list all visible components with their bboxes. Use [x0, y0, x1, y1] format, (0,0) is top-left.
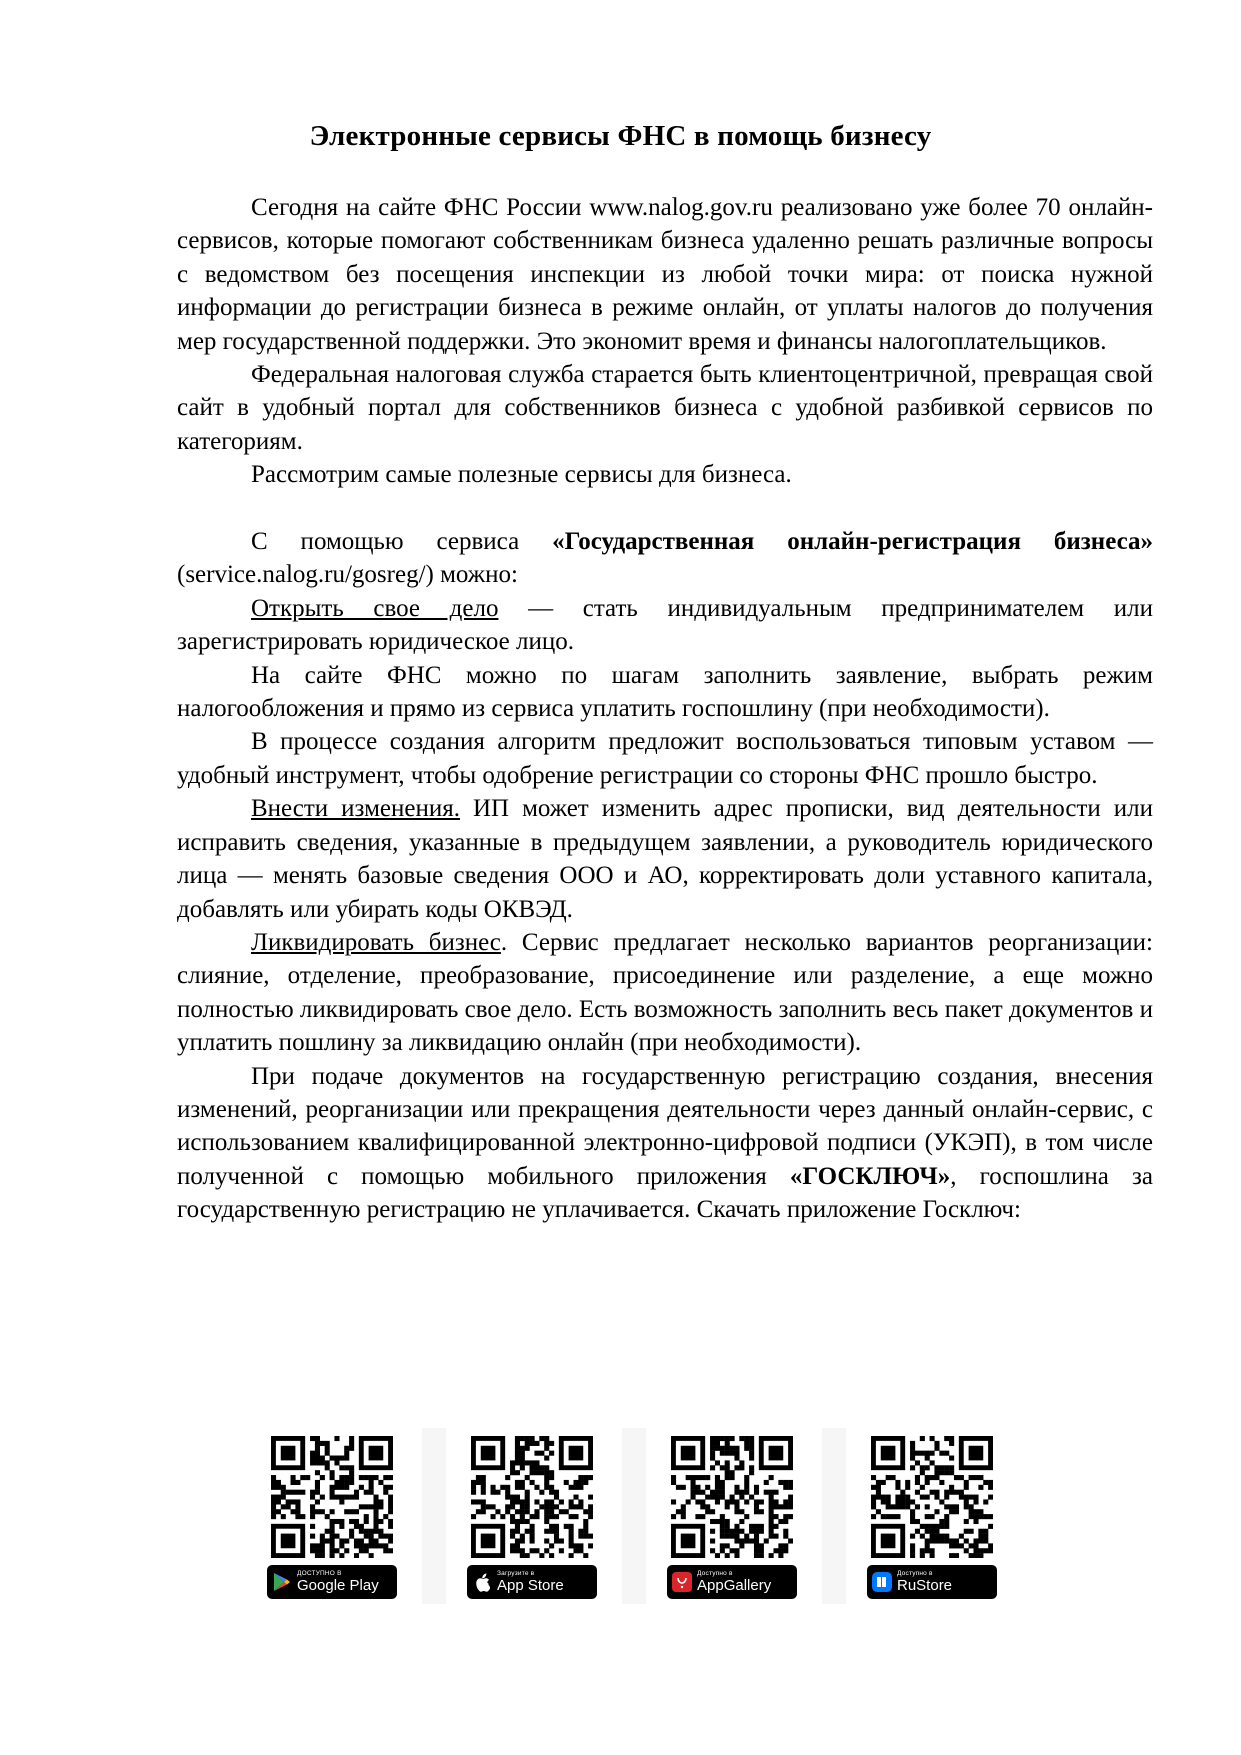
paragraph-intro: Сегодня на сайте ФНС России www.nalog.gov.ru реализовано уже более 70 онлайн-сервисов, которые помогают собственникам бизнеса удаленно решать различные вопросы с ведомством без посещения инспекции из любой точки мира: от поиска нужной информации до регистрации бизнеса в режиме онлайн, от уплаты налогов до получения мер государственной поддержки. Это экономит время и финансы налогоплательщиков.: [177, 194, 1153, 355]
paragraph-client-centric: Федеральная налоговая служба старается быть клиентоцентричной, превращая свой сайт в удобный портал для собственников бизнеса с удобной разбивкой сервисов по категориям.: [177, 361, 1153, 455]
qr-code-rustore[interactable]: [871, 1436, 993, 1558]
google-play-icon: [267, 1565, 297, 1599]
goskey-post: , госпошлина за государственную регистрацию не уплачивается. Скачать приложение Госключ:: [177, 1162, 1153, 1224]
badge-separator: [422, 1428, 446, 1604]
badge-separator: [822, 1428, 846, 1604]
apple-icon: [467, 1565, 497, 1599]
qr-code-google-play[interactable]: [271, 1436, 393, 1558]
rustore-badge[interactable]: [861, 1428, 1001, 1604]
qr-code-app-store[interactable]: [471, 1436, 593, 1558]
store-name: App Store: [497, 1577, 564, 1595]
paragraph-open-business: [177, 592, 1153, 659]
make-changes-link[interactable]: Внести изменения.: [251, 795, 460, 823]
appgallery-badge[interactable]: [661, 1428, 801, 1604]
app-store-badge[interactable]: [461, 1428, 601, 1604]
paragraph-liquidate: [177, 926, 1153, 1060]
paragraph-make-changes: [177, 792, 1153, 926]
liquidate-link[interactable]: Ликвидировать бизнес: [251, 928, 501, 956]
huawei-icon: [667, 1565, 697, 1599]
rustore-icon: [867, 1565, 897, 1599]
qr-code-appgallery[interactable]: [671, 1436, 793, 1558]
gosreg-service-name: «Государственная онлайн-регистрация бизнеса»: [552, 528, 1154, 556]
goskey-pre: При подаче документов на государственную регистрацию создания, внесения изменений, реорганизации или прекращения деятельности через данный онлайн-сервис, с использованием квалифицированной электронно-цифровой подписи (УКЭП), в том числе полученной с помощью мобильного приложения: [177, 1062, 1153, 1190]
app-download-badges: [261, 1428, 1021, 1604]
store-caption: Доступно в: [897, 1569, 933, 1577]
paragraph-useful-services: Рассмотрим самые полезные сервисы для бизнеса.: [251, 461, 792, 489]
goskey-app-name: «ГОСКЛЮЧ»: [789, 1162, 951, 1190]
gosreg-pre: С помощью сервиса: [251, 528, 553, 556]
store-name: Google Play: [297, 1577, 379, 1595]
paragraph-fill-application: На сайте ФНС можно по шагам заполнить заявление, выбрать режим налогообложения и прямо из сервиса уплатить госпошлину (при необходимости).: [177, 661, 1153, 723]
rustore-button[interactable]: [867, 1565, 997, 1599]
google-play-button[interactable]: [267, 1565, 397, 1599]
store-caption: Доступно в: [697, 1569, 733, 1577]
google-play-badge[interactable]: [261, 1428, 401, 1604]
open-business-link[interactable]: Открыть свое дело: [251, 594, 499, 622]
make-changes-text: ИП может изменить адрес прописки, вид деятельности или исправить сведения, указанные в предыдущем заявлении, а руководитель юридического лица — менять базовые сведения ООО и АО, корректировать доли уставного капитала, добавлять или убирать коды ОКВЭД.: [177, 795, 1153, 923]
app-store-button[interactable]: [467, 1565, 597, 1599]
store-name: AppGallery: [697, 1577, 772, 1595]
document-title: Электронные сервисы ФНС в помощь бизнесу: [309, 120, 932, 152]
gosreg-post: (service.nalog.ru/gosreg/) можно:: [177, 561, 518, 589]
paragraph-typical-charter: В процессе создания алгоритм предложит воспользоваться типовым уставом — удобный инструмент, чтобы одобрение регистрации со стороны ФНС прошло быстро.: [177, 728, 1153, 789]
open-business-text: — стать индивидуальным предпринимателем или зарегистрировать юридическое лицо.: [177, 594, 1153, 656]
paragraph-gosreg: [177, 525, 1153, 592]
store-name: RuStore: [897, 1577, 953, 1595]
appgallery-button[interactable]: [667, 1565, 797, 1599]
paragraph-goskey: [177, 1060, 1153, 1227]
document-body: [177, 191, 1153, 1227]
blank-line: [177, 492, 1153, 525]
liquidate-text: . Сервис предлагает несколько вариантов реорганизации: слияние, отделение, преобразование, присоединение или разделение, а еще можно полностью ликвидировать свое дело. Есть возможность заполнить весь пакет документов и уплатить пошлину за ликвидацию онлайн (при необходимости).: [177, 928, 1153, 1057]
badge-separator: [622, 1428, 646, 1604]
store-caption: Загрузите в: [497, 1569, 535, 1577]
store-caption: ДОСТУПНО В: [297, 1569, 342, 1577]
